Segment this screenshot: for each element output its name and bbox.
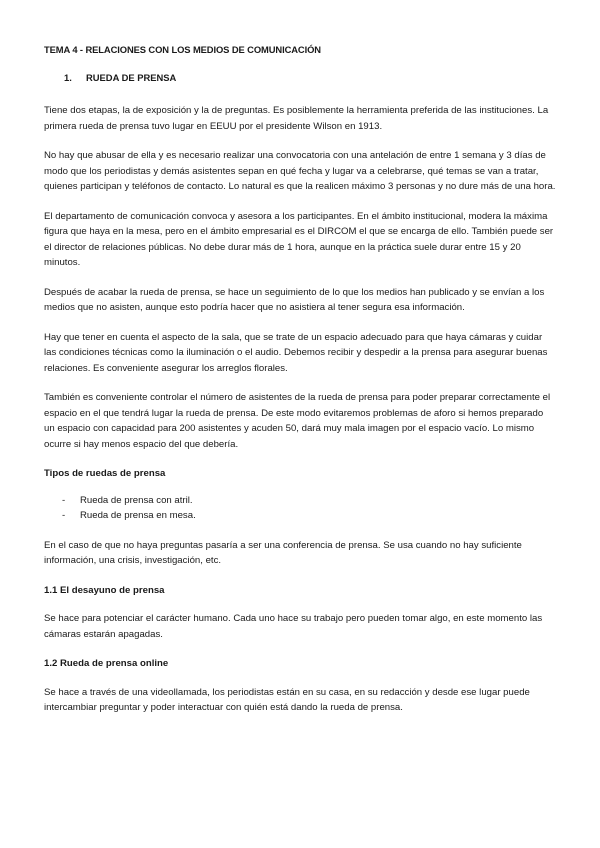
subsection-desayuno-heading: 1.1 El desayuno de prensa: [44, 584, 165, 596]
types-heading: Tipos de ruedas de prensa: [44, 468, 166, 479]
paragraph-sala: Hay que tener en cuenta el aspecto de la sala, que se trate de un espacio adecuado para que haya cámaras y cuidar las condiciones técnicas como la iluminación o el audio. Debemos recibir y despedir a la prensa para asegurar buenas relaciones. Es conveniente asegurar los arreglos florales.: [44, 331, 548, 374]
list-dash: -: [62, 510, 66, 521]
subsection-online-heading: 1.2 Rueda de prensa online: [44, 658, 169, 669]
paragraph-asistentes: También es conveniente controlar el número de asistentes de la rueda de prensa para poder preparar correctamente el espacio en el que tendrá lugar la rueda de prensa. De este modo evitaremos problemas de aforo si hemos preparado un espacio con capacidad para 200 asistentes y acuden 50, dará muy mala imagen por el espacio vacío. Lo mismo ocurre si hay menos espacio del que debería.: [44, 392, 551, 450]
types-list: [44, 493, 556, 524]
list-item: [62, 508, 556, 524]
paragraph-convocatoria: No hay que abusar de ella y es necesario realizar una convocatoria con una antelación de entre 1 semana y 3 días de modo que los periodistas y demás asistentes sepan en qué fecha y lugar va a celebrarse, qué temas se van a tratar, quienes participan y teléfonos de contacto. Lo natural es que la realicen máximo 3 personas y no dure más de una hora.: [44, 150, 556, 192]
paragraph-departamento: El departamento de comunicación convoca y asesora a los participantes. En el ámbito institucional, modera la máxima figura que haya en la mesa, pero en el ámbito empresarial es el DIRCOM el que se encarga de ello. También puede ser el director de relaciones públicas. No debe durar más de 1 hora, aunque en la práctica suele durar entre 15 y 20 minutos.: [44, 210, 554, 268]
list-item-text: Rueda de prensa en mesa.: [80, 510, 196, 521]
document-title: TEMA 4 - RELACIONES CON LOS MEDIOS DE COMUNICACIÓN: [44, 44, 321, 55]
paragraph-seguimiento: Después de acabar la rueda de prensa, se hace un seguimiento de lo que los medios han publicado y se envían a los medios que no asisten, aunque esto podría hacer que no asistiera al tener segura esa información.: [44, 286, 545, 313]
section-number: 1.: [64, 71, 72, 83]
list-item: [62, 493, 556, 509]
paragraph-etapas: Tiene dos etapas, la de exposición y la de preguntas. Es posiblemente la herramienta preferida de las instituciones. La primera rueda de prensa tuvo lugar en EEUU por el presidente Wilson en 1913.: [44, 105, 549, 132]
subsection-desayuno-text: Se hace para potenciar el carácter humano. Cada uno hace su trabajo pero pueden tomar algo, en este momento las cámaras estarán apagadas.: [44, 613, 543, 640]
paragraph-conferencia: En el caso de que no haya preguntas pasaría a ser una conferencia de prensa. Se usa cuando no hay suficiente información, una crisis, investigación, etc.: [44, 539, 522, 566]
list-item-text: Rueda de prensa con atril.: [80, 494, 193, 506]
list-dash: -: [62, 494, 66, 506]
document-content: [44, 42, 556, 730]
section-heading: [44, 70, 556, 86]
section-title: RUEDA DE PRENSA: [86, 71, 177, 83]
subsection-online-text: Se hace a través de una videollamada, los periodistas están en su casa, en su redacción y desde ese lugar puede intercambiar preguntar y poder interactuar con quién está dando la rueda de prensa.: [44, 686, 530, 713]
